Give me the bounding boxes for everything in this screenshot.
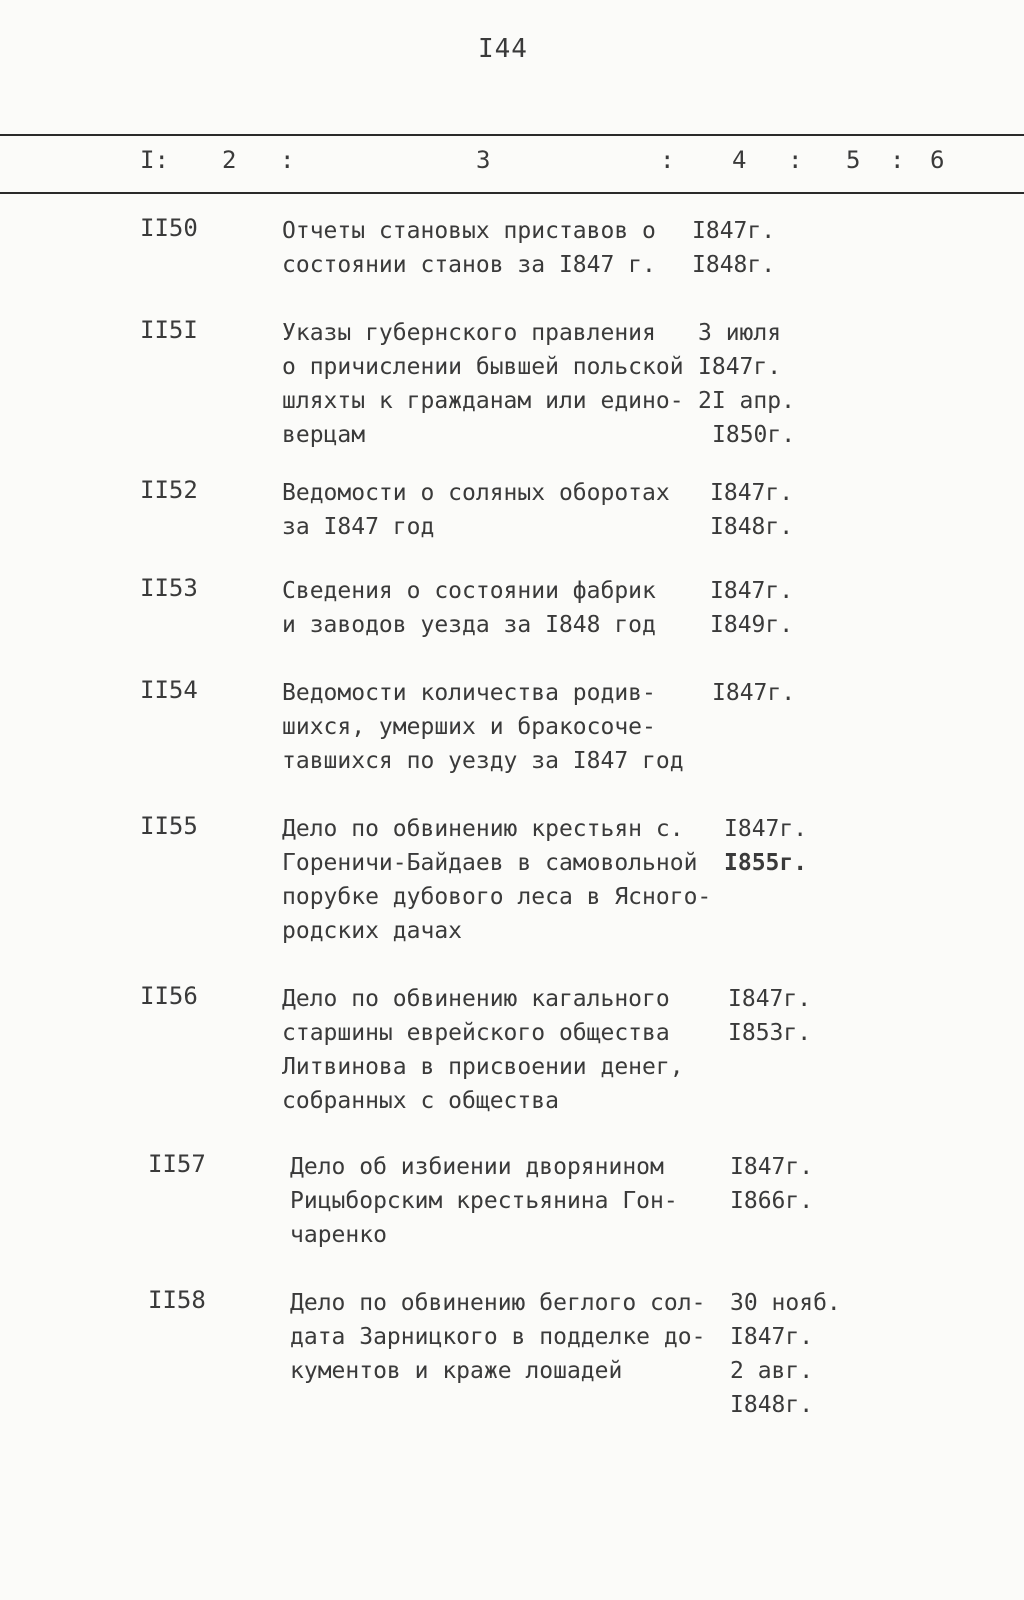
entry-description <box>290 1150 730 1252</box>
date-line: I847г. <box>710 578 794 604</box>
entry-dates <box>730 1286 870 1422</box>
date-line: I847г. <box>730 1324 814 1350</box>
header-top-rule <box>0 134 1024 136</box>
entry-description <box>282 574 722 642</box>
entry-dates <box>724 812 864 880</box>
column-separator: : <box>660 146 675 174</box>
description-line: Сведения о состоянии фабрик <box>282 578 656 604</box>
description-line: Литвинова в присвоении денег, <box>282 1054 684 1080</box>
description-line: верцам <box>282 422 366 448</box>
description-line: Гореничи-Байдаев в самовольной <box>282 850 698 876</box>
column-header-4: 4 <box>732 146 747 174</box>
description-line: шихся, умерших и бракосоче- <box>282 714 656 740</box>
entry-number: II58 <box>148 1286 206 1314</box>
entry-number: II57 <box>148 1150 206 1178</box>
date-line: I847г. <box>698 354 782 380</box>
header-bottom-rule <box>0 192 1024 194</box>
entry-dates <box>710 476 850 544</box>
entry-number: II5I <box>140 316 198 344</box>
column-header-6: 6 <box>930 146 945 174</box>
description-line: собранных с общества <box>282 1088 559 1114</box>
date-line: I847г. <box>724 816 808 842</box>
description-line: Дело по обвинению крестьян с. <box>282 816 684 842</box>
date-line: 30 нояб. <box>730 1290 841 1316</box>
entry-number: II55 <box>140 812 198 840</box>
entry-number: II54 <box>140 676 198 704</box>
date-line: I853г. <box>728 1020 812 1046</box>
entry-description <box>282 476 722 544</box>
date-line: I847г. <box>710 480 794 506</box>
description-line: за I847 год <box>282 514 435 540</box>
entry-dates <box>710 574 850 642</box>
entry-dates <box>692 214 832 282</box>
description-line: дата Зарницкого в подделке до- <box>290 1324 706 1350</box>
column-separator: : <box>890 146 905 174</box>
entry-description <box>282 812 722 948</box>
column-header-1: I: <box>140 146 169 174</box>
column-header-row <box>0 146 1024 180</box>
description-line: Дело по обвинению кагального <box>282 986 670 1012</box>
description-line: и заводов уезда за I848 год <box>282 612 656 638</box>
date-line: I866г. <box>730 1188 814 1214</box>
description-line: состоянии станов за I847 г. <box>282 252 656 278</box>
date-line: I848г. <box>730 1392 814 1418</box>
date-line: 2 авг. <box>730 1358 814 1384</box>
entry-description <box>290 1286 730 1388</box>
description-line: чаренко <box>290 1222 387 1248</box>
description-line: Дело об избиении дворянином <box>290 1154 664 1180</box>
page-number: I44 <box>478 34 528 64</box>
entry-dates <box>728 982 868 1050</box>
date-line: I855г. <box>724 850 808 876</box>
description-line: Отчеты становых приставов о <box>282 218 656 244</box>
date-line: I848г. <box>710 514 794 540</box>
entry-dates <box>730 1150 870 1218</box>
date-line: I847г. <box>728 986 812 1012</box>
column-header-3: 3 <box>476 146 491 174</box>
column-separator: : <box>280 146 295 174</box>
entry-description <box>282 316 722 452</box>
date-line: 3 июля <box>698 320 782 346</box>
description-line: тавшихся по уезду за I847 год <box>282 748 684 774</box>
column-separator: : <box>788 146 803 174</box>
date-line: 2I апр. <box>698 388 795 414</box>
date-line: I847г. <box>712 680 796 706</box>
date-line: I848г. <box>692 252 776 278</box>
description-line: Ведомости о соляных оборотах <box>282 480 670 506</box>
entry-number: II53 <box>140 574 198 602</box>
entry-dates <box>698 316 838 452</box>
description-line: старшины еврейского общества <box>282 1020 670 1046</box>
entry-number: II50 <box>140 214 198 242</box>
description-line: Ведомости количества родив- <box>282 680 656 706</box>
date-line: I847г. <box>692 218 776 244</box>
date-line: I847г. <box>730 1154 814 1180</box>
entry-description <box>282 982 722 1118</box>
description-line: Указы губернского правления <box>282 320 656 346</box>
date-line: I850г. <box>712 422 796 448</box>
description-line: родских дачах <box>282 918 463 944</box>
date-line: I849г. <box>710 612 794 638</box>
description-line: Рицыборским крестьянина Гон- <box>290 1188 678 1214</box>
column-header-5: 5 <box>846 146 861 174</box>
entry-description <box>282 676 722 778</box>
description-line: Дело по обвинению беглого сол- <box>290 1290 706 1316</box>
description-line: порубке дубового леса в Ясного- <box>282 884 712 910</box>
column-header-2: 2 <box>222 146 237 174</box>
description-line: о причислении бывшей польской <box>282 354 684 380</box>
entry-number: II56 <box>140 982 198 1010</box>
entry-description <box>282 214 722 282</box>
description-line: кументов и краже лошадей <box>290 1358 623 1384</box>
entry-number: II52 <box>140 476 198 504</box>
entry-dates <box>712 676 852 710</box>
description-line: шляхты к гражданам или едино- <box>282 388 684 414</box>
